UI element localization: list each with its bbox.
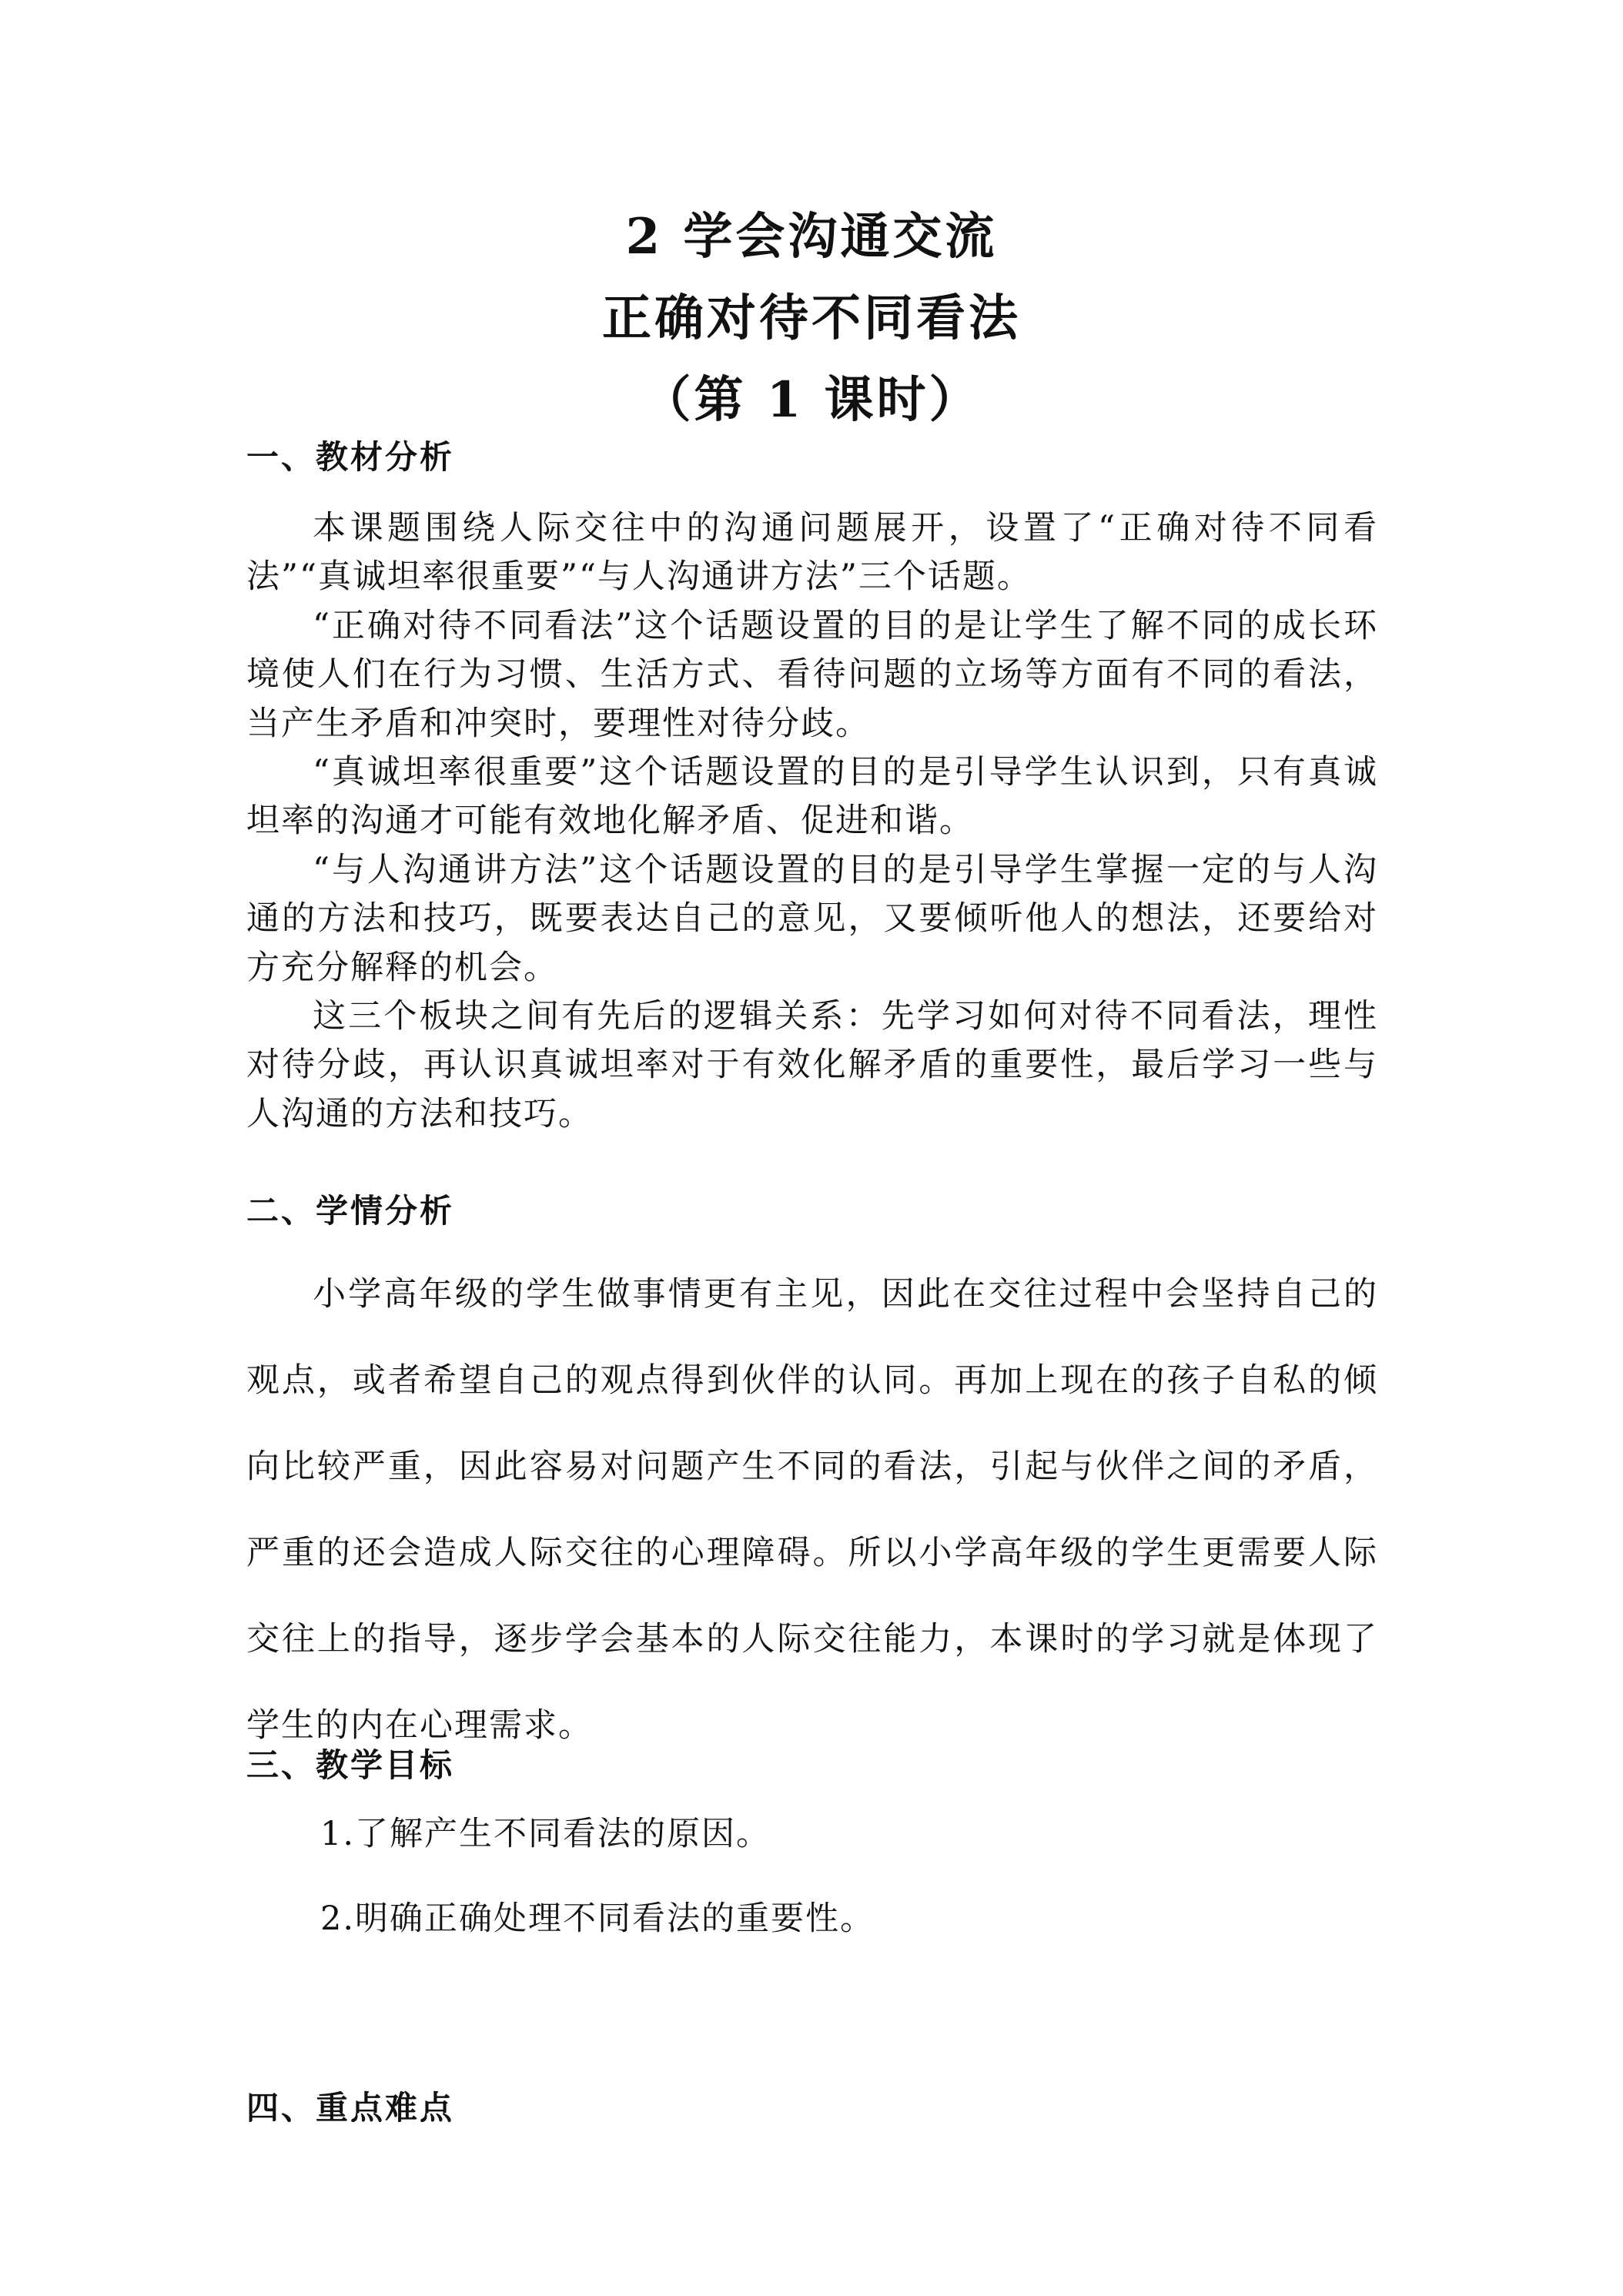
lesson-period: （第 1 课时） bbox=[641, 371, 982, 429]
section-heading-teaching-goals: 三、教学目标 bbox=[246, 1746, 455, 1784]
paragraph: “真诚坦率很重要”这个话题设置的目的是引导学生认识到，只有真诚坦率的沟通才可能有效地化解矛盾、促进和谐。 bbox=[246, 753, 1378, 841]
section-heading-textbook-analysis: 一、教材分析 bbox=[246, 438, 455, 476]
paragraph: 本课题围绕人际交往中的沟通问题展开，设置了“正确对待不同看法”“真诚坦率很重要”“与人沟通讲方法”三个话题。 bbox=[246, 509, 1378, 597]
lesson-subtitle: 正确对待不同看法 bbox=[602, 290, 1021, 347]
paragraph: “正确对待不同看法”这个话题设置的目的是让学生了解不同的成长环境使人们在行为习惯、生活方式、看待问题的立场等方面有不同的看法，当产生矛盾和冲突时，要理性对待分歧。 bbox=[246, 606, 1378, 743]
paragraph: “与人沟通讲方法”这个话题设置的目的是引导学生掌握一定的与人沟通的方法和技巧，既要表达自己的意见，又要倾听他人的想法，还要给对方充分解释的机会。 bbox=[246, 850, 1378, 987]
paragraph: 这三个板块之间有先后的逻辑关系：先学习如何对待不同看法，理性对待分歧，再认识真诚坦率对于有效化解矛盾的重要性，最后学习一些与人沟通的方法和技巧。 bbox=[246, 997, 1378, 1133]
lesson-title: 2 学会沟通交流 bbox=[625, 208, 998, 266]
paragraph: 小学高年级的学生做事情更有主见，因此在交往过程中会坚持自己的观点，或者希望自己的观点得到伙伴的认同。再加上现在的孩子自私的倾向比较严重，因此容易对问题产生不同的看法，引起与伙伴之间的矛盾，严重的还会造成人际交往的心理障碍。所以小学高年级的学生更需要人际交往上的指导，逐步学会基本的人际交往能力，本课时的学习就是体现了学生的内在心理需求。 bbox=[246, 1275, 1378, 1745]
section-body-textbook-analysis bbox=[246, 504, 1378, 1139]
section-heading-key-points: 四、重点难点 bbox=[246, 2089, 455, 2127]
goal-item: 1.了解产生不同看法的原因。 bbox=[320, 1815, 771, 1853]
goal-item: 2.明确正确处理不同看法的重要性。 bbox=[320, 1899, 875, 1938]
section-body-student-analysis bbox=[246, 1251, 1378, 1769]
section-heading-student-analysis: 二、学情分析 bbox=[246, 1192, 455, 1230]
